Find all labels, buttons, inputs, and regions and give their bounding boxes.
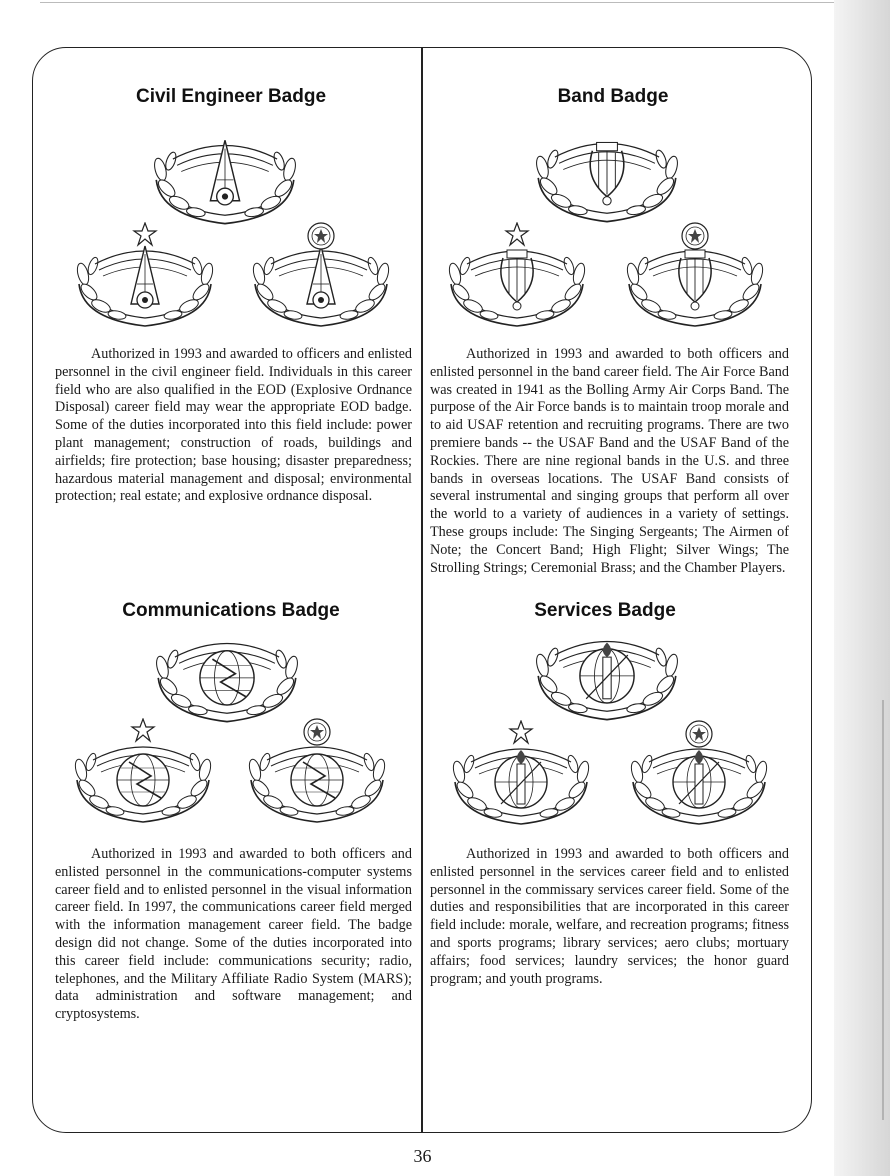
band-master-badge-icon bbox=[618, 222, 772, 330]
band-heading: Band Badge bbox=[557, 86, 669, 107]
civil-engineer-senior-badge-icon bbox=[68, 222, 222, 330]
band-badge-icon bbox=[532, 136, 682, 226]
civil-engineer-badge-icon bbox=[150, 138, 300, 228]
page-number: 36 bbox=[413, 1146, 432, 1166]
band-text: Authorized in 1993 and awarded to both officers and enlisted personnel in the band career field. The Air Force Band was created in 1941 as the Bolling Army Air Corps Band. The purpose of the Air Force bands is to maintain troop morale and to aid USAF retention and recruiting programs. There are two premiere bands -- the USAF Band and the USAF Band of the Rockies. There are nine regional bands in the U.S. and three bands in overseas locations. The USAF Band consists of several instrumental and singing groups that perform all over the world to a variety of audiences in a variety of settings. These groups include: The Singing Sergeants; The Airmen of Note; the Concert Band; High Flight; Silver Wings; The Strolling Strings; Ceremonial Brass; and the Chamber Players. bbox=[430, 346, 789, 576]
services-text: Authorized in 1993 and awarded to both officers and enlisted personnel in the services career field and to enlisted personnel in the commissary services career field. Some of the duties and responsibilities that are incorporated in this career field include: morale, welfare, and recreation programs; fitness and sports programs; library services; aero clubs; mortuary affairs; food services; laundry services; the honor guard program; and youth programs. bbox=[430, 846, 789, 987]
services-master-badge-icon bbox=[622, 720, 776, 828]
top-rule bbox=[40, 2, 850, 3]
civil-engineer-text: Authorized in 1993 and awarded to officers and enlisted personnel in the civil engineer field. Individuals in this career field who are also qualified in the EOD (Explosive Ordnance Disposal) career field may wear the appropriate EOD badge. Some of the duties incorporated into this field include: power plant management; construction of roads, buildings and airfields; fire protection; base housing; disaster preparedness; hazardous material management and disposal; environmental protection; real estate; and explosive ordnance disposal. bbox=[55, 346, 412, 505]
band-senior-badge-icon bbox=[440, 222, 594, 330]
civil-engineer-heading: Civil Engineer Badge bbox=[135, 86, 327, 107]
services-badge-icon bbox=[532, 634, 682, 724]
communications-master-badge-icon bbox=[240, 718, 394, 826]
communications-heading: Communications Badge bbox=[122, 600, 340, 621]
communications-badge-icon bbox=[152, 636, 302, 726]
services-senior-badge-icon bbox=[444, 720, 598, 828]
services-heading: Services Badge bbox=[534, 600, 676, 621]
civil-engineer-master-badge-icon bbox=[244, 222, 398, 330]
communications-text: Authorized in 1993 and awarded to both officers and enlisted personnel in the communications-computer systems career field and to enlisted personnel in the visual information career field. In 1997, the communications career field merged with the information management career field. The badge design did not change. Some of the duties incorporated into this career field include: communications security; radio, telephones, and the Military Affiliate Radio System (MARS); data administration and software management; and cryptosystems. bbox=[55, 846, 412, 1023]
page-edge-shadow bbox=[834, 0, 890, 1176]
column-divider bbox=[421, 47, 423, 1133]
communications-senior-badge-icon bbox=[66, 718, 220, 826]
